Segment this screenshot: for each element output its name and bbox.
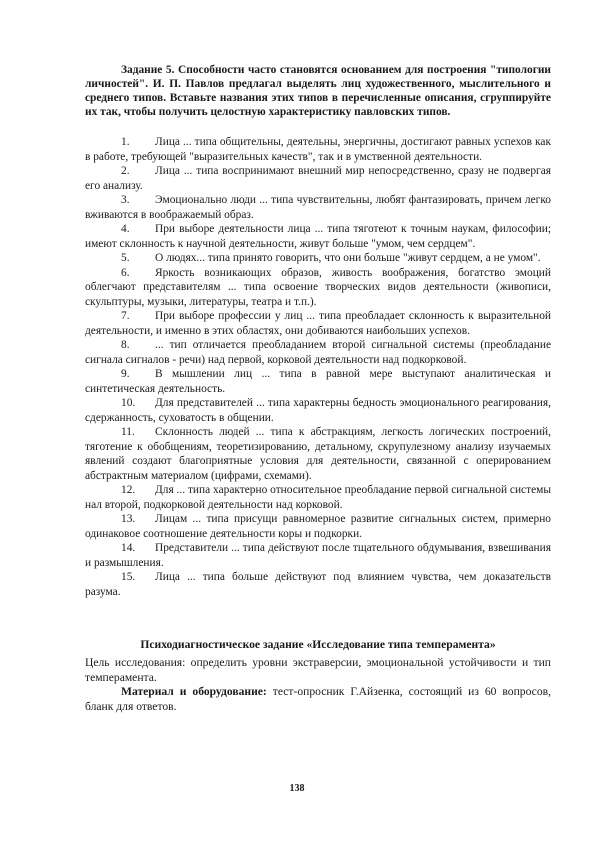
list-item — [85, 512, 551, 541]
list-item — [85, 251, 551, 266]
item-number: 14. — [121, 542, 136, 554]
list-item — [85, 193, 551, 222]
material-paragraph — [85, 685, 551, 714]
section-title: Психодиагностическое задание «Исследование типа темперамента» — [140, 638, 496, 651]
list-item — [85, 135, 551, 164]
list-item — [85, 570, 551, 599]
item-number: 10. — [121, 397, 136, 409]
item-text: В мышлении лиц ... типа в равной мере выступают аналитическая и синтетическая деятельность. — [85, 368, 551, 395]
item-number: 4. — [121, 223, 130, 235]
item-text: Яркость возникающих образов, живость воображения, богатство эмоций облегчают представителям ... типа освоение творческих видов деятельности (живописи, скульптуры, музыки, литературы, театра и т.п.). — [85, 266, 551, 308]
item-number: 7. — [121, 310, 130, 322]
item-number: 12. — [121, 484, 136, 496]
item-number: 8. — [121, 339, 130, 351]
item-number: 2. — [121, 165, 130, 177]
list-item — [85, 396, 551, 425]
item-number: 6. — [121, 266, 130, 279]
item-text: Эмоционально люди ... типа чувствительны, любят фантазировать, причем легко вживаются в воображаемый образ. — [85, 194, 551, 221]
material-label: Материал и оборудование: — [121, 685, 267, 698]
list-item — [85, 164, 551, 193]
list-item — [85, 222, 551, 251]
item-number: 11. — [121, 426, 135, 438]
list-item — [85, 309, 551, 338]
list-item — [85, 425, 551, 483]
item-text: Лицам ... типа присущи равномерное развитие сигнальных систем, примерно одинаковое соотношение деятельности коры и подкорки. — [85, 513, 551, 540]
list-item — [85, 367, 551, 396]
item-text: О людях... типа принято говорить, что они больше "живут сердцем, а не умом". — [155, 252, 541, 264]
item-text: При выборе деятельности лица ... типа тяготеют к точным наукам, философии; имеют склонность к научной деятельности, живут больше "умом, чем сердцем". — [85, 223, 551, 250]
item-number: 9. — [121, 368, 130, 380]
item-text: Лица ... типа больше действуют под влиянием чувства, чем доказательств разума. — [85, 571, 551, 598]
item-text: Для ... типа характерно относительное преобладание первой сигнальной системы нал второй, подкорковой деятельности над корковой. — [85, 484, 551, 511]
item-text: Лица ... типа общительны, деятельны, энергичны, достигают равных успехов как в работе, требующей "выразительных качеств", так и в умственной деятельности. — [85, 136, 551, 163]
item-text: Склонность людей ... типа к абстракциям, легкость логических построений, тяготение к обобщениям, теоретизированию, детальному, скрупулезному анализу изучаемых явлений создают благоприятные условия для деятельности, связанной с оперированием абстрактным материалом (цифрами, схемами). — [85, 426, 551, 482]
item-text: ... тип отличается преобладанием второй сигнальной системы (преобладание сигнала сигналов - речи) над первой, корковой деятельности над подкорковой. — [85, 339, 551, 366]
item-number: 5. — [121, 252, 130, 264]
item-number: 1. — [121, 136, 130, 148]
material-text: тест-опросник Г.Айзенка, состоящий из 60 вопросов, бланк для ответов. — [85, 685, 551, 713]
item-number: 13. — [121, 513, 136, 525]
item-text: При выборе профессии у лиц ... типа преобладает склонность к выразительной деятельности, и именно в этих областях, они добиваются наибольших успехов. — [85, 310, 551, 337]
page-number: 138 — [289, 783, 305, 794]
research-goal: Цель исследования: определить уровни экстраверсии, эмоциональной устойчивости и тип темперамента. — [85, 656, 551, 684]
items-list — [85, 135, 551, 599]
list-item — [85, 338, 551, 367]
item-text: Лица ... типа воспринимают внешний мир непосредственно, сразу не подвергая его анализу. — [85, 165, 551, 192]
item-number: 15. — [121, 571, 136, 583]
list-item — [85, 483, 551, 512]
item-text: Представители ... типа действуют после тщательного обдумывания, взвешивания и размышления. — [85, 542, 551, 569]
list-item — [85, 541, 551, 570]
task-heading: Задание 5. Способности часто становятся основанием для построения "типологии личностей". И. П. Павлов предлагал выделять лиц художественного, мыслительного и среднего типов. Вставьте названия этих типов в перечисленные описания, сгруппируйте их так, чтобы получить целостную характеристику павловских типов. — [85, 64, 551, 118]
item-number: 3. — [121, 194, 130, 206]
list-item — [85, 266, 551, 310]
item-text: Для представителей ... типа характерны бедность эмоционального реагирования, сдержанность, суховатость в общении. — [85, 397, 551, 424]
